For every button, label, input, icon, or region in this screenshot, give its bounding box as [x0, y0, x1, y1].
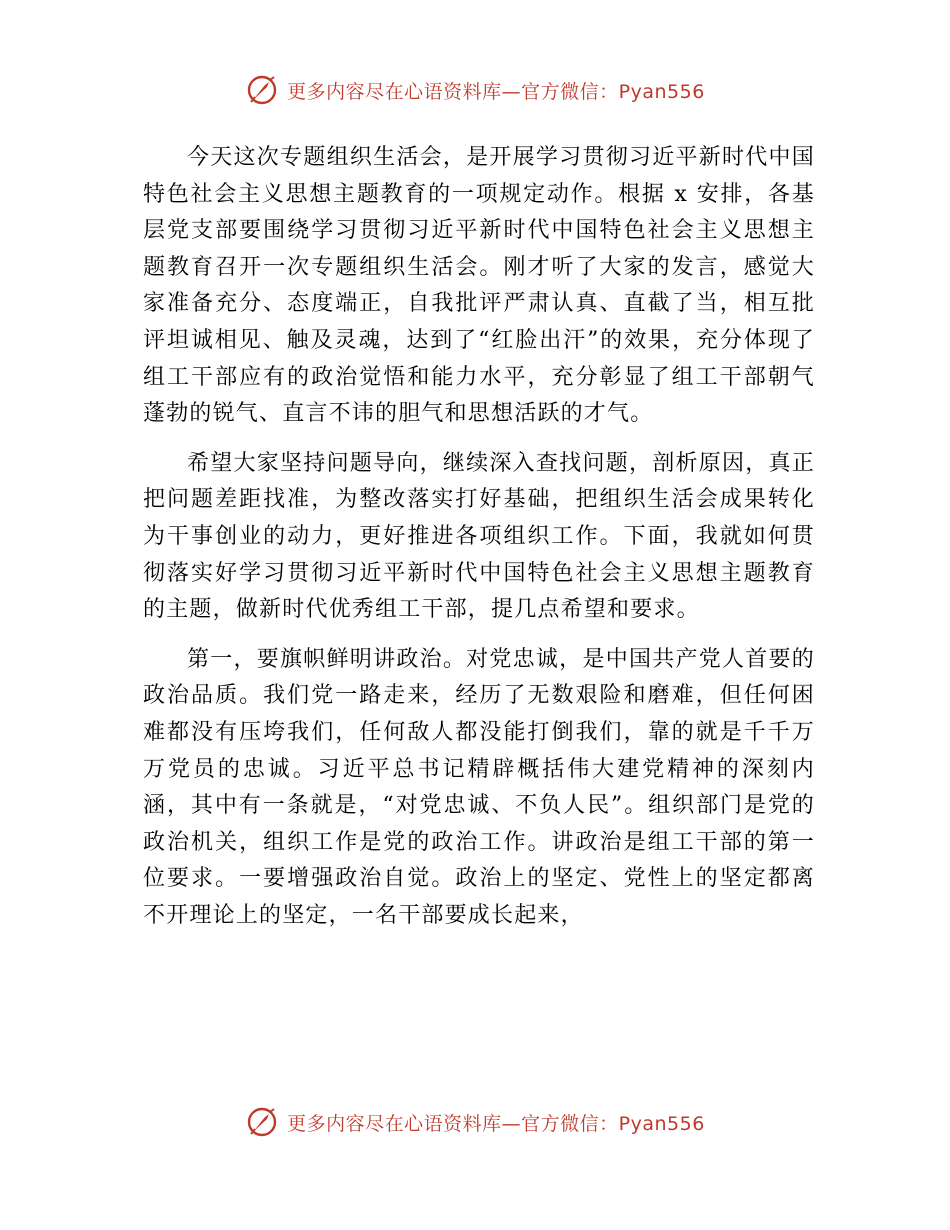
- footer-banner: [0, 1102, 950, 1142]
- paragraph-2: 希望大家坚持问题导向，继续深入查找问题，剖析原因，真正把问题差距找准，为整改落实打好基础，把组织生活会成果转化为干事创业的动力，更好推进各项组织工作。下面，我就如何贯彻落实好学习贯彻习近平新时代中国特色社会主义思想主题教育的主题，做新时代优秀组工干部，提几点希望和要求。: [143, 450, 815, 623]
- quill-pen-logo-icon: [245, 73, 279, 107]
- header-banner: [0, 70, 950, 110]
- footer-banner-text: 更多内容尽在心语资料库—官方微信：Pyan556: [287, 1112, 705, 1135]
- document-body: [143, 140, 815, 934]
- paragraph-3: 第一，要旗帜鲜明讲政治。对党忠诚，是中国共产党人首要的政治品质。我们党一路走来，经历了无数艰险和磨难，但任何困难都没有压垮我们，任何敌人都没能打倒我们，靠的就是千千万万党员的忠诚。习近平总书记精辟概括伟大建党精神的深刻内涵，其中有一条就是，“对党忠诚、不负人民”。组织部门是党的政治机关，组织工作是党的政治工作。讲政治是组工干部的第一位要求。一要增强政治自觉。政治上的坚定、党性上的坚定都离不开理论上的坚定，一名干部要成长起来，: [143, 646, 815, 928]
- paragraph-1: 今天这次专题组织生活会，是开展学习贯彻习近平新时代中国特色社会主义思想主题教育的一项规定动作。根据 x 安排，各基层党支部要围绕学习贯彻习近平新时代中国特色社会主义思想主题教育召开一次专题组织生活会。刚才听了大家的发言，感觉大家准备充分、态度端正，自我批评严肃认真、直截了当，相互批评坦诚相见、触及灵魂，达到了“红脸出汗”的效果，充分体现了组工干部应有的政治觉悟和能力水平，充分彰显了组工干部朝气蓬勃的锐气、直言不讳的胆气和思想活跃的才气。: [143, 145, 815, 427]
- quill-pen-logo-icon: [245, 1105, 279, 1139]
- header-banner-text: 更多内容尽在心语资料库—官方微信：Pyan556: [287, 80, 705, 103]
